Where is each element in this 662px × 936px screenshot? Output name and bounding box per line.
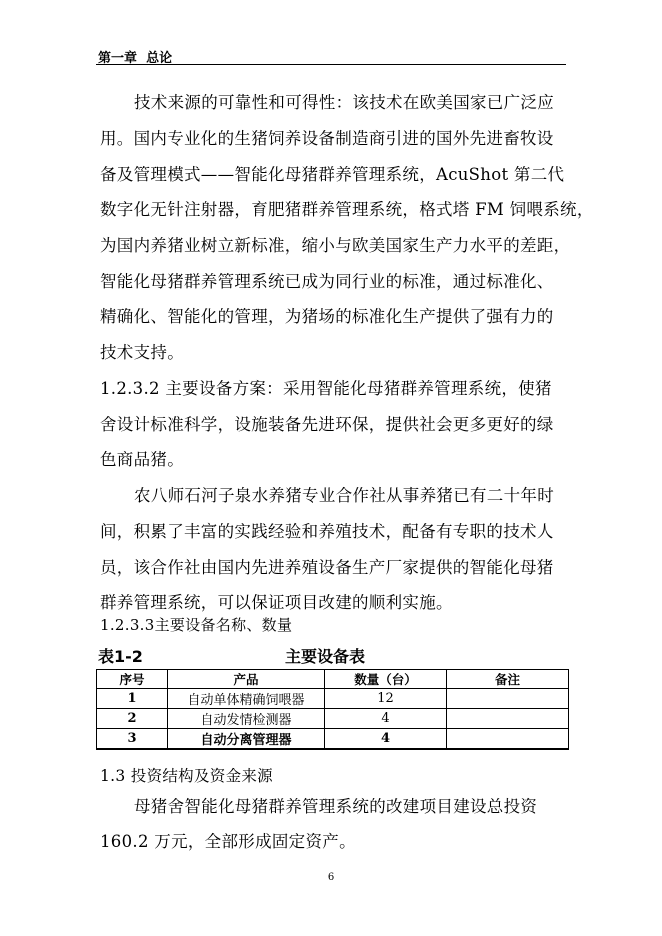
header-chapter: 第一章 xyxy=(98,51,138,66)
table-caption-number: 表1-2 xyxy=(98,647,143,666)
header-cell: 产品 xyxy=(168,670,325,689)
text-line: 农八师石河子泉水养猪专业合作社从事养猪已有二十年时 xyxy=(134,486,554,505)
cell: 自动发情检测器 xyxy=(168,709,325,729)
text-line: 备及管理模式——智能化母猪群养管理系统，AcuShot 第二代 xyxy=(100,165,565,184)
table-row xyxy=(97,729,569,750)
text-line: 智能化母猪群养管理系统已成为同行业的标准，通过标准化、 xyxy=(100,272,554,291)
text-line: 色商品猪。 xyxy=(100,450,184,469)
text-line: 为国内养猪业树立新标准，缩小与欧美国家生产力水平的差距， xyxy=(100,236,571,255)
text-line: 用。国内专业化的生猪饲养设备制造商引进的国外先进畜牧设 xyxy=(100,129,554,148)
table-row xyxy=(97,689,569,709)
cell: 12 xyxy=(325,689,447,709)
text-line: 技术来源的可靠性和可得性：该技术在欧美国家已广泛应 xyxy=(134,93,554,112)
table-header-row xyxy=(97,670,569,689)
text-line: 1.2.3.2 主要设备方案：采用智能化母猪群养管理系统，使猪 xyxy=(100,379,552,398)
text-line: 母猪舍智能化母猪群养管理系统的改建项目建设总投资 xyxy=(134,797,538,816)
header-rule xyxy=(96,64,566,65)
header-cell: 序号 xyxy=(97,670,168,689)
cell xyxy=(447,729,569,750)
equipment-table xyxy=(96,669,569,750)
cell: 3 xyxy=(97,729,168,750)
header-cell: 数量（台） xyxy=(325,670,447,689)
cell: 1 xyxy=(97,689,168,709)
page-number: 6 xyxy=(327,872,335,883)
text-line: 员，该合作社由国内先进养殖设备生产厂家提供的智能化母猪 xyxy=(100,558,554,577)
text-line: 精确化、智能化的管理，为猪场的标准化生产提供了强有力的 xyxy=(100,307,554,326)
cell: 自动单体精确饲喂器 xyxy=(168,689,325,709)
text-line: 技术支持。 xyxy=(100,343,184,362)
table-row xyxy=(97,709,569,729)
text-line: 间，积累了丰富的实践经验和养殖技术，配备有专职的技术人 xyxy=(100,522,554,541)
cell xyxy=(447,689,569,709)
cell: 4 xyxy=(325,729,447,750)
text-line: 160.2 万元，全部形成固定资产。 xyxy=(100,832,356,851)
text-line: 数字化无针注射器，育肥猪群养管理系统，格式塔 FM 饲喂系统， xyxy=(100,200,594,219)
header-cell: 备注 xyxy=(447,670,569,689)
cell xyxy=(447,709,569,729)
cell: 2 xyxy=(97,709,168,729)
text-line: 群养管理系统，可以保证项目改建的顺利实施。 xyxy=(100,593,453,612)
table-caption-title: 主要设备表 xyxy=(285,647,366,666)
section-heading: 1.3 投资结构及资金来源 xyxy=(100,767,273,785)
cell: 自动分离管理器 xyxy=(168,729,325,750)
header-title: 总论 xyxy=(146,51,173,66)
section-heading: 1.2.3.3主要设备名称、数量 xyxy=(100,616,293,634)
cell: 4 xyxy=(325,709,447,729)
text-line: 舍设计标准科学，设施装备先进环保，提供社会更多更好的绿 xyxy=(100,415,554,434)
